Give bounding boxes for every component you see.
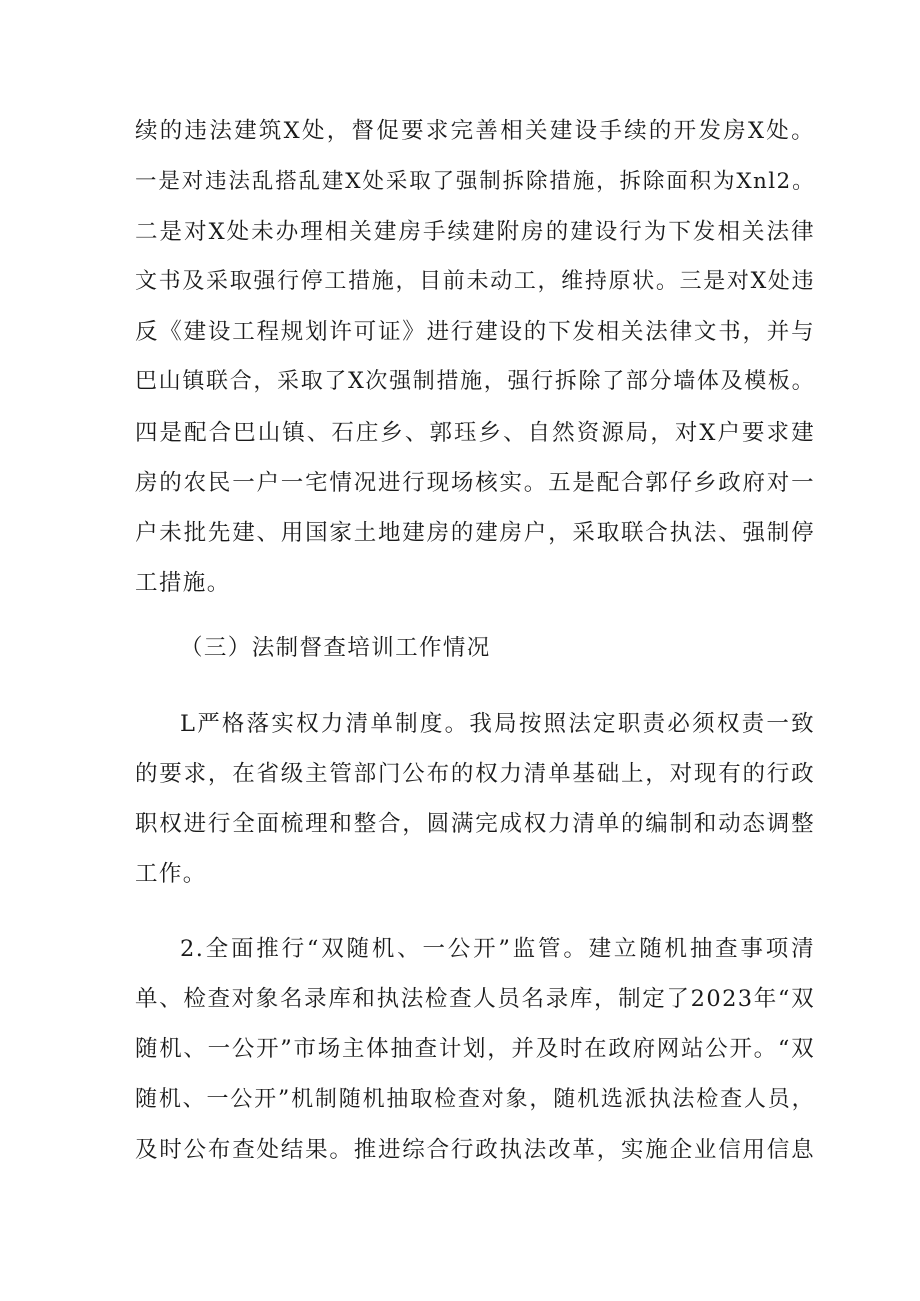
text-line: 及时公布查处结果。推进综合行政执法改革，实施企业信用信息 [135,1137,815,1163]
text-line: 反《建设工程规划许可证》进行建设的下发相关法律文书，并与 [135,319,815,345]
text-line: 2.全面推行“双随机、一公开”监管。建立随机抽查事项清 [180,936,815,962]
text-line: 单、检查对象名录库和执法检查人员名录库，制定了2023年“双 [135,986,815,1012]
text-line: 的要求，在省级主管部门公布的权力清单基础上，对现有的行政 [135,761,815,787]
section-heading: （三）法制督查培训工作情况 [180,635,491,661]
text-line: 续的违法建筑X处，督促要求完善相关建设手续的开发房X处。 [135,118,815,144]
text-line: L严格落实权力清单制度。我局按照法定职责必须权责一致 [180,711,815,737]
text-line: 随机、一公开”机制随机抽取检查对象，随机选派执法检查人员， [135,1087,815,1112]
text-line: 房的农民一户一宅情况进行现场核实。五是配合郭仔乡政府对一 [135,470,815,496]
text-line: 工作。 [135,861,207,887]
text-line: 职权进行全面梳理和整合，圆满完成权力清单的编制和动态调整 [135,811,815,837]
text-line: 户未批先建、用国家土地建房的建房户，采取联合执法、强制停 [135,520,815,546]
text-line: 工措施。 [135,570,231,596]
text-line: 四是配合巴山镇、石庄乡、郭珏乡、自然资源局，对X户要求建 [135,420,815,446]
text-line: 随机、一公开”市场主体抽查计划，并及时在政府网站公开。“双 [135,1036,815,1062]
text-line: 巴山镇联合，采取了X次强制措施，强行拆除了部分墙体及模板。 [135,369,815,394]
text-line: 二是对X处未办理相关建房手续建附房的建设行为下发相关法律 [135,219,815,245]
text-line: 一是对违法乱搭乱建X处采取了强制拆除措施，拆除面积为Xnl2。 [135,169,815,194]
text-line: 文书及采取强行停工措施，目前未动工，维持原状。三是对X处违 [135,269,815,294]
